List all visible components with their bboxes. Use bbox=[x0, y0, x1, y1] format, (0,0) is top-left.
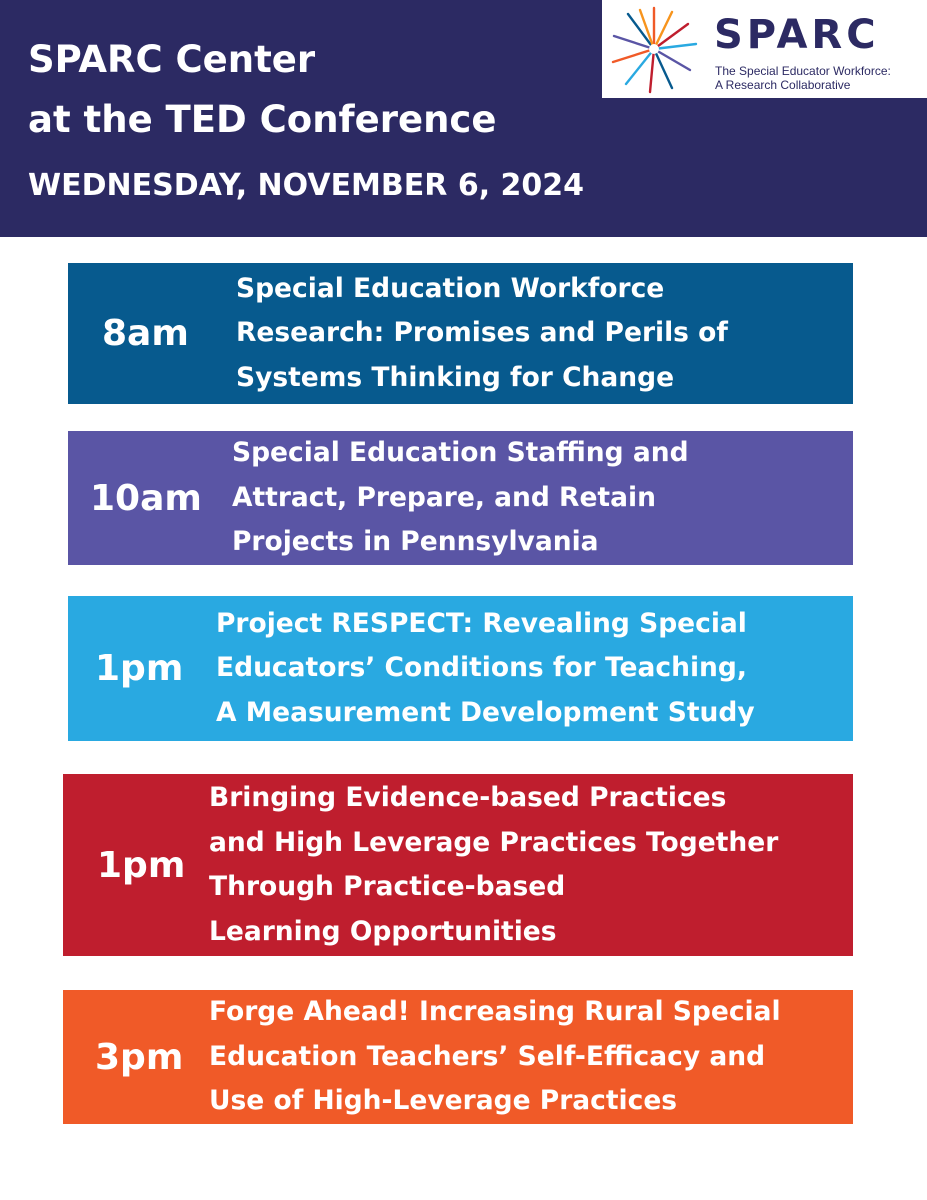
session-title bbox=[216, 596, 755, 741]
page-title-line-2: at the TED Conference bbox=[28, 98, 497, 141]
sparc-logo bbox=[602, 0, 927, 98]
session-title-line: Educators’ Conditions for Teaching, bbox=[216, 652, 747, 684]
session-title bbox=[232, 431, 689, 565]
session-title-line: Learning Opportunities bbox=[209, 915, 557, 947]
session-time: 10am bbox=[90, 477, 202, 519]
session-title-line: Systems Thinking for Change bbox=[236, 361, 675, 393]
session-title-line: and High Leverage Practices Together bbox=[209, 826, 779, 858]
session-card-10am bbox=[68, 431, 853, 565]
session-title-line: Use of High-Leverage Practices bbox=[209, 1085, 678, 1117]
session-title-line: Projects in Pennsylvania bbox=[232, 526, 599, 558]
session-time: 8am bbox=[102, 313, 189, 354]
logo-tagline: The Special Educator Workforce: A Research Collaborative bbox=[715, 64, 891, 92]
session-time: 1pm bbox=[97, 844, 186, 886]
session-title-line: Special Education Workforce bbox=[236, 272, 665, 304]
session-card-1pm-respect bbox=[68, 596, 853, 741]
session-time: 1pm bbox=[95, 648, 184, 689]
session-title bbox=[236, 263, 728, 404]
session-card-8am bbox=[68, 263, 853, 404]
session-title-line: Attract, Prepare, and Retain bbox=[232, 481, 656, 513]
session-title-line: Research: Promises and Perils of bbox=[236, 317, 728, 349]
session-title-line: A Measurement Development Study bbox=[216, 696, 755, 728]
event-date: WEDNESDAY, NOVEMBER 6, 2024 bbox=[28, 168, 585, 203]
starburst-logo-icon bbox=[610, 4, 698, 94]
session-title-line: Education Teachers’ Self-Efficacy and bbox=[209, 1040, 766, 1072]
page-title-line-1: SPARC Center bbox=[28, 38, 316, 81]
session-card-3pm bbox=[63, 990, 853, 1124]
session-time: 3pm bbox=[95, 1036, 184, 1078]
session-title bbox=[209, 990, 781, 1124]
session-title-line: Bringing Evidence-based Practices bbox=[209, 782, 727, 813]
session-title-line: Through Practice-based bbox=[209, 871, 566, 902]
session-title-line: Special Education Staffing and bbox=[232, 437, 689, 469]
session-title-line: Forge Ahead! Increasing Rural Special bbox=[209, 996, 781, 1028]
session-title bbox=[209, 774, 778, 956]
logo-name: SPARC bbox=[714, 12, 880, 58]
session-card-1pm-practices bbox=[63, 774, 853, 956]
session-title-line: Project RESPECT: Revealing Special bbox=[216, 607, 747, 639]
